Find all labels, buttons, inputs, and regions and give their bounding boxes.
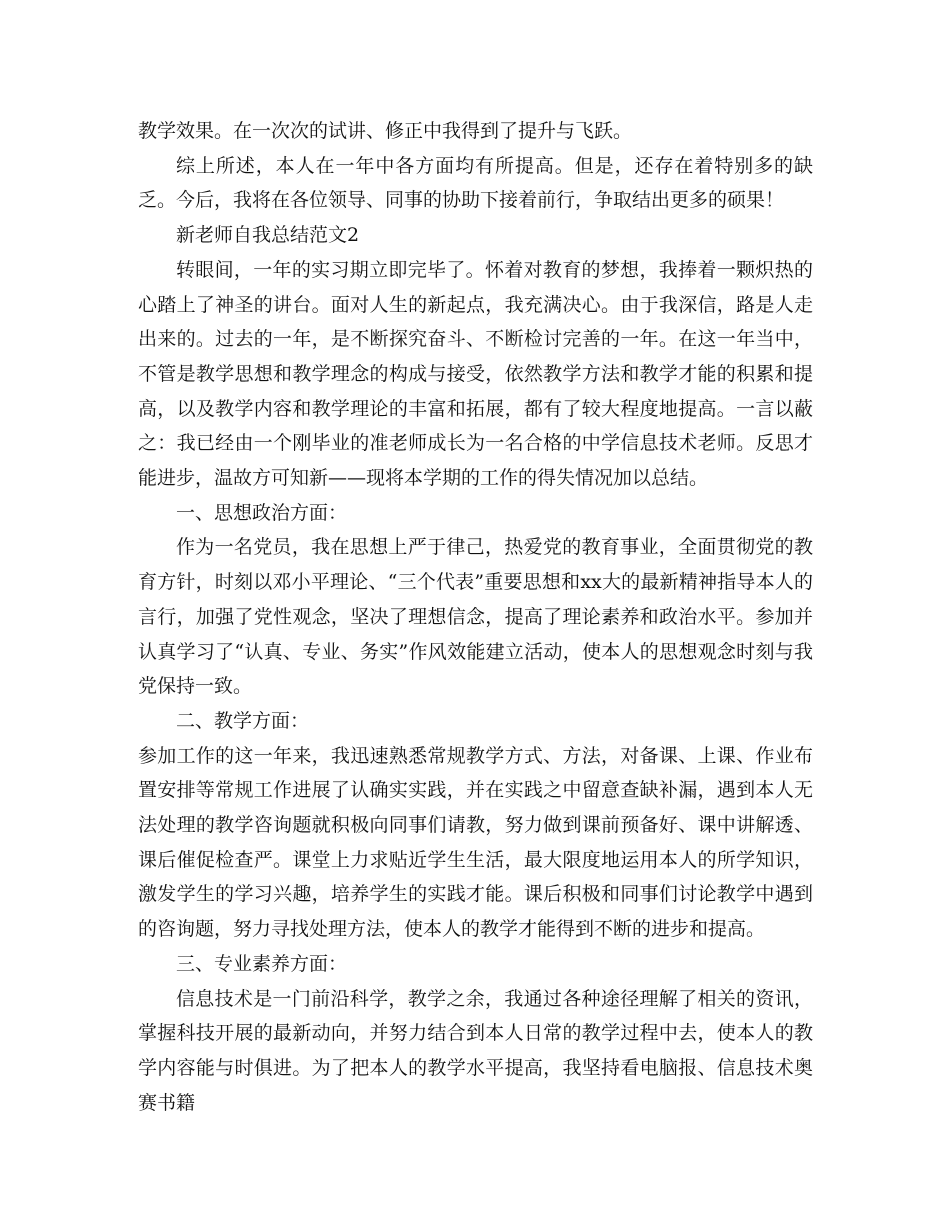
paragraph-2: 综上所述，本人在一年中各方面均有所提高。但是，还存在着特别多的缺乏。今后，我将在各位领导、同事的协助下接着前行，争取结出更多的硕果！ xyxy=(138,154,813,212)
paragraph-1: 教学效果。在一次次的试讲、修正中我得到了提升与飞跃。 xyxy=(138,120,633,142)
paragraph-3: 转眼间，一年的实习期立即完毕了。怀着对教育的梦想，我捧着一颗炽热的心踏上了神圣的讲台。面对人生的新起点，我充满决心。由于我深信，路是人走出来的。过去的一年，是不断探究奋斗、不断检讨完善的一年。在这一年当中，不管是教学思想和教学理念的构成与接受，依然教学方法和教学才能的积累和提高，以及教学内容和教学理论的丰富和拓展，都有了较大程度地提高。一言以蔽之：我已经由一个刚毕业的准老师成长为一名合格的中学信息技术老师。反思才能进步，温故方可知新——现将本学期的工作的得失情况加以总结。 xyxy=(138,258,813,490)
paragraph-4: 作为一名党员，我在思想上严于律己，热爱党的教育事业，全面贯彻党的教育方针，时刻以邓小平理论、“三个代表”重要思想和xx大的最新精神指导本人的言行，加强了党性观念，坚决了理想信念，提高了理论素养和政治水平。参加并认真学习了“认真、专业、务实”作风效能建立活动，使本人的思想观念时刻与我党保持一致。 xyxy=(138,536,813,698)
paragraph-5: 参加工作的这一年来，我迅速熟悉常规教学方式、方法，对备课、上课、作业布置安排等常规工作进展了认确实实践，并在实践之中留意查缺补漏，遇到本人无法处理的教学咨询题就积极向同事们请教，努力做到课前预备好、课中讲解透、课后催促检查严。课堂上力求贴近学生生活，最大限度地运用本人的所学知识，激发学生的学习兴趣，培养学生的实践才能。课后积极和同事们讨论教学中遇到的咨询题，努力寻找处理方法，使本人的教学才能得到不断的进步和提高。 xyxy=(138,744,813,941)
heading-teaching: 二、教学方面： xyxy=(176,709,310,732)
document-body xyxy=(138,114,813,1120)
paragraph-6: 信息技术是一门前沿科学，教学之余，我通过各种途径理解了相关的资讯，掌握科技开展的最新动向，并努力结合到本人日常的教学过程中去，使本人的教学内容能与时俱进。为了把本人的教学水平提高，我坚持看电脑报、信息技术奥赛书籍 xyxy=(138,987,813,1114)
section-title-sample-2: 新老师自我总结范文2 xyxy=(176,224,360,247)
heading-political: 一、思想政治方面： xyxy=(176,501,348,524)
heading-professional: 三、专业素养方面： xyxy=(176,952,348,975)
